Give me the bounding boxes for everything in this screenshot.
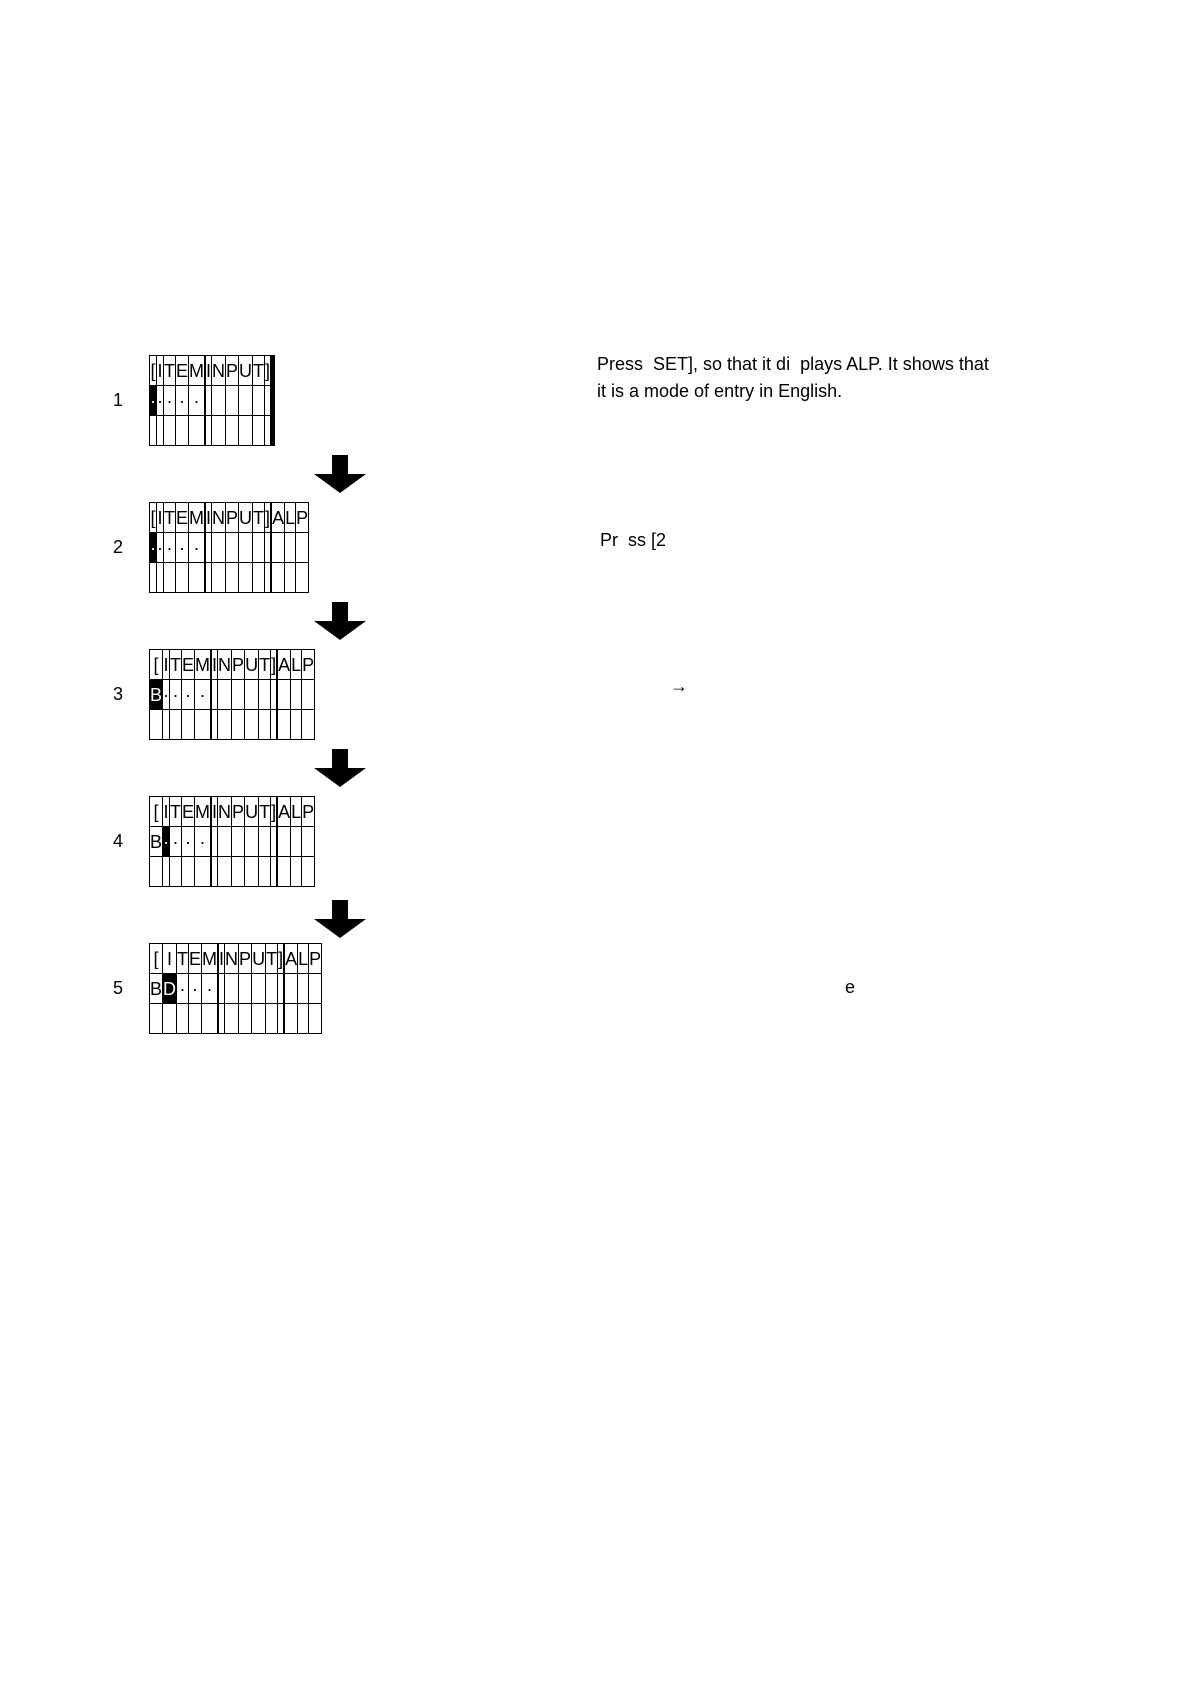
lcd-cell: I (157, 356, 164, 386)
lcd-cursor-cell: B (150, 680, 163, 710)
lcd-cell: T (253, 503, 265, 533)
lcd-cell (259, 827, 271, 857)
lcd-cell (226, 386, 239, 416)
lcd-cell (232, 710, 245, 740)
lcd-cell (176, 416, 189, 446)
lcd-cell (285, 533, 296, 563)
lcd-cell: T (253, 356, 265, 386)
lcd-cell: I (163, 650, 170, 680)
lcd-cell (157, 563, 164, 593)
lcd-cell (278, 827, 291, 857)
lcd-cell (245, 827, 259, 857)
lcd-cell: N (212, 503, 226, 533)
lcd-cell: M (202, 944, 218, 974)
lcd-cell (212, 563, 226, 593)
lcd-cell (285, 563, 296, 593)
lcd-cell: I (212, 797, 218, 827)
lcd-cell: E (182, 650, 195, 680)
lcd-cell (291, 710, 302, 740)
lcd-cell (157, 416, 164, 446)
lcd-cell (309, 974, 322, 1004)
lcd-row (150, 680, 315, 710)
lcd-cell (266, 974, 278, 1004)
lcd-cell: ] (278, 944, 284, 974)
lcd-cell (176, 563, 189, 593)
lcd-cell (278, 710, 291, 740)
lcd-cell (253, 563, 265, 593)
lcd-cursor-cell: · (163, 827, 170, 857)
lcd-cell: P (226, 356, 239, 386)
lcd-cell: I (163, 797, 170, 827)
lcd-cell (302, 827, 315, 857)
lcd-cell: · (164, 533, 176, 563)
lcd-cell (259, 710, 271, 740)
lcd-cell (232, 857, 245, 887)
lcd-cell: B (150, 827, 163, 857)
lcd-cell (302, 857, 315, 887)
lcd-cursor-cell: · (150, 386, 157, 416)
lcd-cell (253, 416, 265, 446)
lcd-display (149, 502, 309, 593)
lcd-row (150, 533, 309, 563)
lcd-cell (239, 1004, 252, 1034)
lcd-cell (212, 386, 226, 416)
step-number: 5 (113, 978, 124, 998)
lcd-cell (309, 1004, 322, 1034)
lcd-cell: B (150, 974, 163, 1004)
lcd-cell: T (164, 356, 176, 386)
lcd-cell (150, 1004, 163, 1034)
lcd-cell: L (291, 650, 302, 680)
lcd-cell: P (232, 797, 245, 827)
lcd-cell (218, 680, 232, 710)
lcd-cell (278, 857, 291, 887)
lcd-cell (182, 857, 195, 887)
lcd-cell: I (206, 503, 212, 533)
lcd-cell: ] (271, 797, 277, 827)
lcd-cell (302, 710, 315, 740)
lcd-cell: · (176, 386, 189, 416)
lcd-cell: L (291, 797, 302, 827)
lcd-cell: · (170, 680, 182, 710)
lcd-cell: ] (265, 503, 271, 533)
lcd-cell (285, 1004, 298, 1034)
lcd-row (150, 710, 315, 740)
lcd-cell: · (195, 827, 211, 857)
lcd-cell: P (302, 650, 315, 680)
lcd-cell: E (182, 797, 195, 827)
lcd-cell: L (298, 944, 309, 974)
step-number: 4 (113, 831, 124, 851)
lcd-cell (212, 416, 226, 446)
step2-note: Pr ss [2 (600, 530, 667, 550)
lcd-cell (195, 710, 211, 740)
lcd-cell: L (285, 503, 296, 533)
lcd-row (150, 797, 315, 827)
lcd-cell: M (195, 650, 211, 680)
lcd-cell: P (296, 503, 309, 533)
lcd-cell (189, 563, 205, 593)
lcd-cell (163, 710, 170, 740)
lcd-cell (266, 1004, 278, 1034)
lcd-cell: T (177, 944, 189, 974)
lcd-row (150, 650, 315, 680)
lcd-cell (296, 563, 309, 593)
lcd-cell: U (252, 944, 266, 974)
lcd-cell (150, 563, 157, 593)
lcd-row (150, 974, 322, 1004)
lcd-cell: P (309, 944, 322, 974)
lcd-row (150, 416, 275, 446)
lcd-cell: ] (271, 650, 277, 680)
lcd-cell: · (182, 680, 195, 710)
lcd-cell: · (170, 827, 182, 857)
lcd-cell: A (278, 650, 291, 680)
lcd-cell (245, 680, 259, 710)
lcd-cell (239, 386, 253, 416)
step1-note-line1: Press SET], so that it di plays ALP. It shows that (597, 354, 989, 374)
lcd-cell (245, 857, 259, 887)
lcd-cell (253, 386, 265, 416)
lcd-cell (218, 710, 232, 740)
lcd-cell (164, 563, 176, 593)
lcd-cell: P (232, 650, 245, 680)
step1-note-line2: it is a mode of entry in English. (597, 381, 843, 401)
lcd-cell (170, 857, 182, 887)
lcd-cell (226, 533, 239, 563)
lcd-row (150, 857, 315, 887)
step-number: 3 (113, 684, 124, 704)
lcd-cell (285, 974, 298, 1004)
lcd-cell: N (225, 944, 239, 974)
lcd-cell: · (195, 680, 211, 710)
lcd-cell (225, 974, 239, 1004)
lcd-row (150, 563, 309, 593)
lcd-cell: [ (150, 503, 157, 533)
lcd-cell: A (272, 503, 285, 533)
lcd-cell (239, 974, 252, 1004)
lcd-cell: N (218, 650, 232, 680)
lcd-cell: · (163, 680, 170, 710)
lcd-cell (218, 857, 232, 887)
lcd-cell (259, 680, 271, 710)
lcd-cell: E (176, 503, 189, 533)
lcd-cell: ] (265, 356, 271, 386)
lcd-cell: U (239, 356, 253, 386)
lcd-cell: I (163, 944, 177, 974)
step-number: 1 (113, 390, 124, 410)
lcd-cell (212, 533, 226, 563)
lcd-cell (232, 680, 245, 710)
lcd-cell: · (176, 533, 189, 563)
lcd-cell: T (259, 797, 271, 827)
lcd-cell (182, 710, 195, 740)
lcd-cell: [ (150, 797, 163, 827)
lcd-cell (150, 416, 157, 446)
lcd-cell: U (245, 650, 259, 680)
lcd-cell (150, 710, 163, 740)
lcd-cell (150, 857, 163, 887)
lcd-cell: M (195, 797, 211, 827)
lcd-cursor-cell: · (150, 533, 157, 563)
lcd-cell: · (157, 386, 164, 416)
lcd-display (149, 796, 315, 887)
lcd-display (149, 943, 322, 1034)
lcd-cell: · (202, 974, 218, 1004)
lcd-display (149, 649, 315, 740)
step5-note: e (845, 977, 856, 997)
lcd-cell: I (212, 650, 218, 680)
lcd-cell (291, 827, 302, 857)
lcd-cell (274, 386, 275, 416)
lcd-cell (272, 533, 285, 563)
lcd-row (150, 1004, 322, 1034)
lcd-cell (245, 710, 259, 740)
lcd-cell: · (189, 533, 205, 563)
lcd-cell (202, 1004, 218, 1034)
lcd-cell (274, 356, 275, 386)
lcd-cell (274, 416, 275, 446)
lcd-cell (278, 680, 291, 710)
lcd-cell: T (259, 650, 271, 680)
lcd-cell: · (157, 533, 164, 563)
lcd-cell: I (206, 356, 212, 386)
lcd-cell (164, 416, 176, 446)
lcd-cell: · (182, 827, 195, 857)
lcd-cell (298, 974, 309, 1004)
lcd-cell (239, 533, 253, 563)
lcd-cell: T (170, 650, 182, 680)
lcd-cell: N (218, 797, 232, 827)
lcd-cell (239, 416, 253, 446)
lcd-row (150, 386, 275, 416)
lcd-cell (252, 1004, 266, 1034)
lcd-cell: T (266, 944, 278, 974)
lcd-cell (170, 710, 182, 740)
lcd-cell: M (189, 503, 205, 533)
lcd-cell: T (170, 797, 182, 827)
lcd-cell: I (219, 944, 225, 974)
lcd-row (150, 503, 309, 533)
lcd-cell: U (245, 797, 259, 827)
lcd-cell: A (278, 797, 291, 827)
lcd-cell: I (157, 503, 164, 533)
lcd-cell (296, 533, 309, 563)
down-arrow-icon (314, 900, 366, 938)
lcd-cell: [ (150, 650, 163, 680)
lcd-cell (232, 827, 245, 857)
down-arrow-icon (314, 749, 366, 787)
lcd-row (150, 356, 275, 386)
lcd-cell (195, 857, 211, 887)
lcd-cell (259, 857, 271, 887)
lcd-cell: [ (150, 944, 163, 974)
lcd-cell (226, 416, 239, 446)
lcd-cell: P (226, 503, 239, 533)
lcd-cell: · (177, 974, 189, 1004)
lcd-cell (298, 1004, 309, 1034)
lcd-cursor-cell: D (163, 974, 177, 1004)
lcd-cell: M (189, 356, 205, 386)
lcd-cell (239, 563, 253, 593)
lcd-cell: N (212, 356, 226, 386)
lcd-cell: · (164, 386, 176, 416)
lcd-cell (252, 974, 266, 1004)
step-number: 2 (113, 537, 124, 557)
lcd-cell: · (189, 974, 202, 1004)
lcd-cell (272, 563, 285, 593)
lcd-cell (163, 857, 170, 887)
lcd-cell: [ (150, 356, 157, 386)
lcd-cell: E (189, 944, 202, 974)
down-arrow-icon (314, 602, 366, 640)
lcd-cell (177, 1004, 189, 1034)
lcd-cell (218, 827, 232, 857)
lcd-display (149, 355, 275, 446)
lcd-cell (291, 680, 302, 710)
lcd-cell (302, 680, 315, 710)
lcd-cell: T (164, 503, 176, 533)
lcd-cell: P (302, 797, 315, 827)
lcd-row (150, 944, 322, 974)
lcd-cell (189, 416, 205, 446)
lcd-cell (253, 533, 265, 563)
lcd-cell: P (239, 944, 252, 974)
lcd-cell: U (239, 503, 253, 533)
lcd-cell (226, 563, 239, 593)
lcd-cell: · (189, 386, 205, 416)
lcd-row (150, 827, 315, 857)
lcd-cell (291, 857, 302, 887)
lcd-cell (225, 1004, 239, 1034)
lcd-cell: E (176, 356, 189, 386)
right-arrow-icon: → (670, 676, 688, 696)
lcd-cell (189, 1004, 202, 1034)
lcd-cell: A (285, 944, 298, 974)
down-arrow-icon (314, 455, 366, 493)
lcd-cell (163, 1004, 177, 1034)
